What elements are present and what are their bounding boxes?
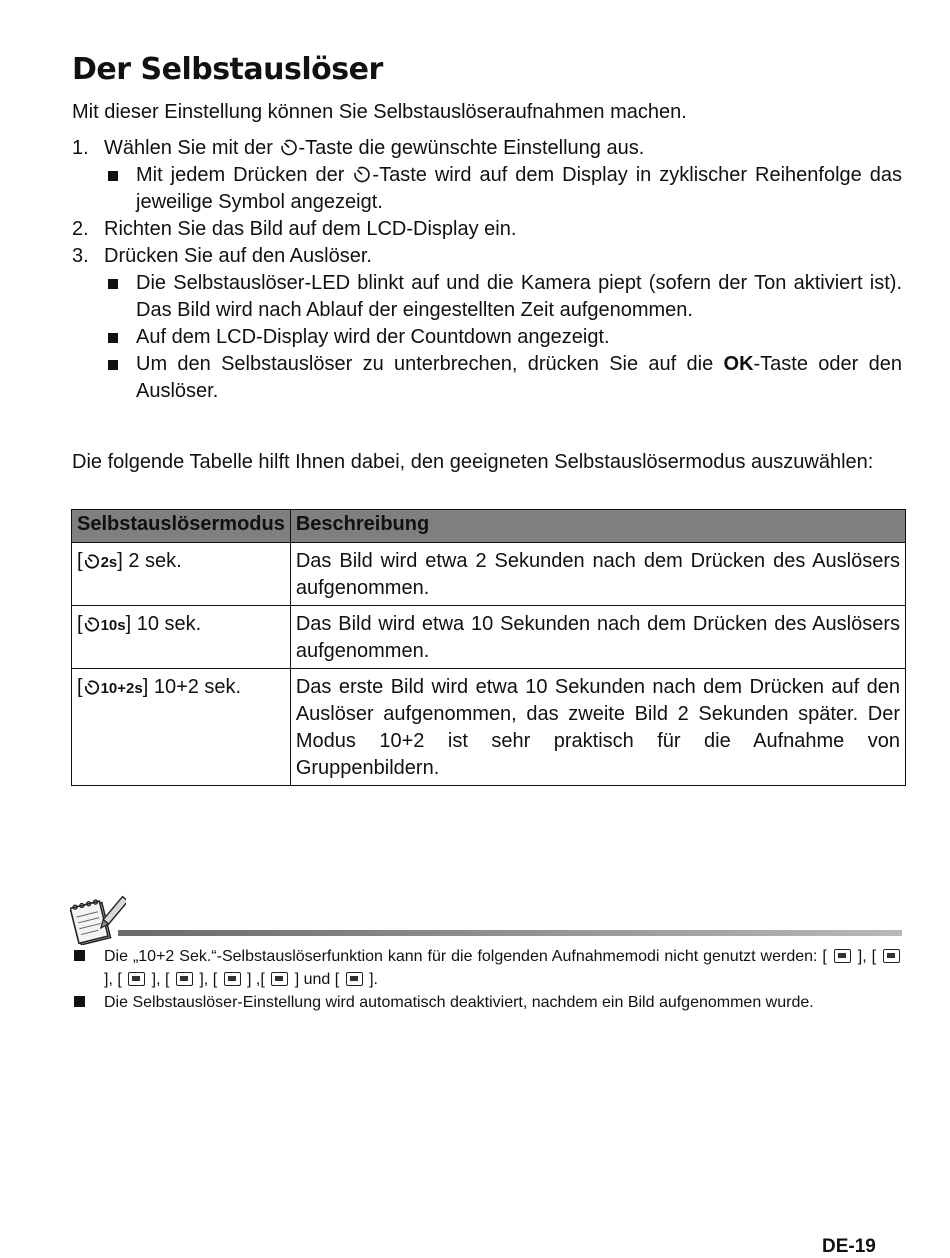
table-row <box>72 543 906 606</box>
notes-list <box>72 945 902 1014</box>
self-timer-icon <box>84 679 100 695</box>
page-number: DE-19 <box>822 1236 876 1257</box>
note-item: Die Selbstauslöser-Einstellung wird automatisch deaktiviert, nachdem ein Bild aufgenommen wurde. <box>72 991 902 1014</box>
self-timer-icon <box>353 165 371 183</box>
bullet-square-icon <box>108 171 118 181</box>
auto-scene-mode-icon <box>883 949 900 963</box>
step-number: 1. <box>72 137 89 159</box>
note-divider <box>118 930 902 936</box>
mode-badge: 10s <box>100 617 126 634</box>
table-header-row <box>72 510 906 543</box>
bullet-square-icon <box>108 333 118 343</box>
frame-mode-icon <box>176 972 193 986</box>
note-item: Die „10+2 Sek.“-Selbstauslöserfunktion kann für die folgenden Aufnahmemodi nicht genutzt werden: [ ], [ ], [ ], [ ], [ ] ,[ ] und [ ]. <box>72 945 902 991</box>
table-row <box>72 606 906 669</box>
description-cell: Das Bild wird etwa 10 Sekunden nach dem Drücken des Auslösers aufgenommen. <box>290 606 905 669</box>
step-2: 2. Richten Sie das Bild auf dem LCD-Display ein. <box>72 216 902 243</box>
panorama-mode-icon <box>271 972 288 986</box>
bullet-square-icon <box>74 996 85 1007</box>
bracketing-mode-icon <box>224 972 241 986</box>
bullet-square-icon <box>108 360 118 370</box>
step-3-bullet: Die Selbstauslöser-LED blinkt auf und die Kamera piept (sofern der Ton aktiviert ist). Das Bild wird nach Ablauf der eingestellten Zeit aufgenommen. <box>72 270 902 324</box>
continuous-shot-mode-icon <box>834 949 851 963</box>
burst-mode-icon <box>128 972 145 986</box>
mode-cell: [ 10s] 10 sek. <box>72 606 291 669</box>
table-header: Beschreibung <box>290 510 905 543</box>
self-timer-mode-table <box>71 509 906 786</box>
step-3: 3. Drücken Sie auf den Auslöser. <box>72 243 902 270</box>
step-3-bullet: Auf dem LCD-Display wird der Countdown angezeigt. <box>72 324 902 351</box>
mode-cell: [ 2s] 2 sek. <box>72 543 291 606</box>
steps-list <box>72 135 902 405</box>
step-1-bullet: Mit jedem Drücken der -Taste wird auf dem Display in zyklischer Reihenfolge das jeweilige Symbol angezeigt. <box>72 162 902 216</box>
self-timer-icon <box>280 138 298 156</box>
self-timer-icon <box>84 553 100 569</box>
step-number: 2. <box>72 218 89 240</box>
mode-badge: 2s <box>100 554 118 571</box>
step-number: 3. <box>72 245 89 267</box>
notepad-pencil-icon <box>70 893 126 945</box>
smile-detection-mode-icon <box>346 972 363 986</box>
mode-badge: 10+2s <box>100 680 143 697</box>
table-intro-text: Die folgende Tabelle hilft Ihnen dabei, den geeigneten Selbstauslösermodus auszuwählen: <box>72 451 874 473</box>
table-header: Selbstauslösermodus <box>72 510 291 543</box>
bullet-square-icon <box>74 950 85 961</box>
mode-cell: [ 10+2s] 10+2 sek. <box>72 669 291 786</box>
step-1: 1. Wählen Sie mit der -Taste die gewünschte Einstellung aus. <box>72 135 902 162</box>
description-cell: Das Bild wird etwa 2 Sekunden nach dem Drücken des Auslösers aufgenommen. <box>290 543 905 606</box>
step-3-bullet: Um den Selbstauslöser zu unterbrechen, drücken Sie auf die OK-Taste oder den Auslöser. <box>72 351 902 405</box>
table-row <box>72 669 906 786</box>
intro-text: Mit dieser Einstellung können Sie Selbstauslöseraufnahmen machen. <box>72 101 687 123</box>
page-title: Der Selbstauslöser <box>72 52 383 87</box>
bullet-square-icon <box>108 279 118 289</box>
self-timer-icon <box>84 616 100 632</box>
description-cell: Das erste Bild wird etwa 10 Sekunden nach dem Drücken auf den Auslöser aufgenommen, das zweite Bild 2 Sekunden später. Der Modus 10+2 ist sehr praktisch für die Aufnahme von Gruppenbildern. <box>290 669 905 786</box>
